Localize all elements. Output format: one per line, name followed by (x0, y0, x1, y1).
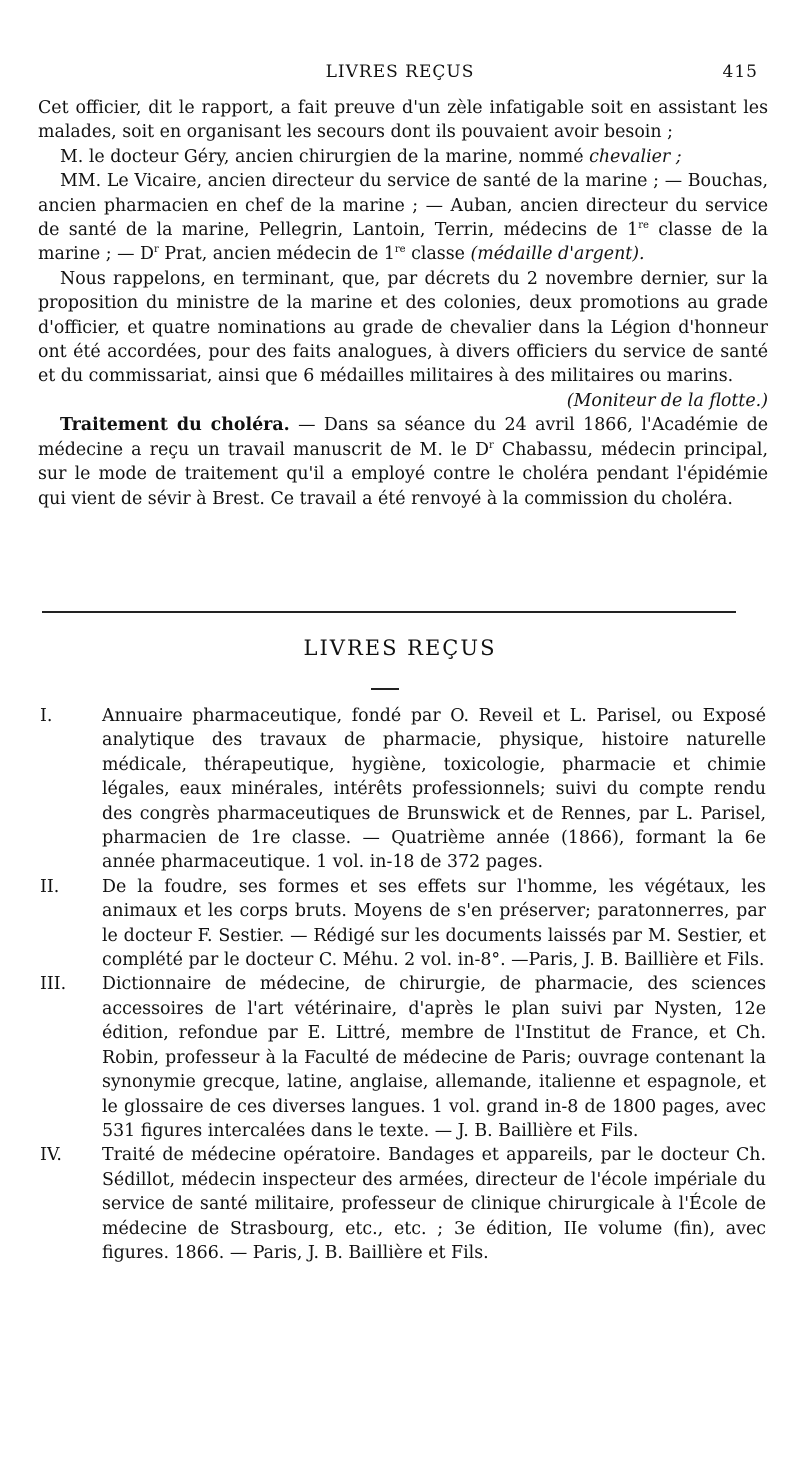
item-number: III. (40, 974, 67, 995)
section-divider (42, 611, 736, 613)
running-title: LIVRES REÇUS (325, 62, 475, 82)
paragraph-gery (38, 145, 768, 169)
list-item (40, 704, 766, 875)
item-text: Traité de médecine opératoire. Bandages et appareils, par le docteur Ch. Sédillot, médecin inspecteur des armées, directeur de l'école impériale du service de santé militaire, professeur de clinique chirurgicale à l'École de médecine de Strasbourg, etc., etc. ; 3e édition, IIe volume (fin), avec figures. 1866. — Paris, J. B. Baillière et Fils. (102, 1145, 766, 1263)
paragraph-text: — Dans sa séance du 24 avril 1866, l'Académie de médecine a reçu un travail manuscrit de M. le D (38, 415, 769, 460)
article-body (38, 96, 768, 511)
paragraph-text: classe (405, 244, 465, 265)
page-number: 415 (722, 62, 758, 82)
paragraph-text: MM. Le Vicaire, ancien directeur du service de santé de la marine ; — Bouchas, ancien pharmacien en chef de la marine ; — Auban, ancien directeur du service de santé de la marine, Pellegrin, Lantoin, Terrin, médecins de 1 (38, 171, 768, 241)
paragraph-text: M. le docteur Géry, ancien chirurgien de la marine, nommé (60, 146, 584, 167)
list-item (40, 1143, 766, 1265)
paragraph-text: Prat, ancien médecin de 1 (158, 244, 395, 265)
superscript: re (638, 220, 649, 232)
paragraph-decrees (38, 267, 768, 411)
citation: (Moniteur de la flotte.) (566, 390, 768, 411)
italic-text: (médaille d'argent). (470, 244, 645, 265)
item-number: II. (40, 876, 60, 897)
paragraph-officer (38, 96, 768, 145)
item-number: I. (40, 706, 53, 726)
superscript: r (154, 244, 159, 256)
title-underline (371, 688, 399, 690)
paragraph-text: classe de la marine ; — D (38, 220, 768, 265)
superscript: re (394, 244, 406, 256)
cholera-heading: Traitement du choléra. (60, 415, 290, 436)
item-number: IV. (40, 1145, 62, 1166)
books-list (40, 704, 766, 1265)
list-item (40, 972, 766, 1143)
paragraph-text: Chabassu, médecin principal, sur le mode de traitement qu'il a employé contre le choléra pendant l'épidémie qui vient de sévir à Brest. Ce travail a été renvoyé à la commission du choléra. (38, 439, 768, 509)
paragraph-cholera (38, 413, 768, 511)
paragraph-promotions (38, 169, 768, 267)
paragraph-text: Cet officier, dit le rapport, a fait preuve d'un zèle infatigable soit en assistant les malades, soit en organisant les secours dont ils pouvaient avoir besoin ; (38, 98, 768, 143)
superscript: r (489, 439, 494, 451)
italic-text: chevalier ; (589, 146, 682, 167)
paragraph-text: Nous rappelons, en terminant, que, par décrets du 2 novembre dernier, sur la proposition du ministre de la marine et des colonies, deux promotions au grade d'officier, et quatre nominations au grade de chevalier dans la Légion d'honneur ont été accordées, pour des faits analogues, à divers officiers du service de santé et du commissariat, ainsi que 6 médailles militaires à des militaires ou marins. (38, 268, 768, 387)
item-text: Annuaire pharmaceutique, fondé par O. Reveil et L. Parisel, ou Exposé analytique des travaux de pharmacie, physique, histoire naturelle médicale, thérapeutique, hygiène, toxicologie, pharmacie et chimie légales, eaux minérales, intérêts professionnels; suivi du compte rendu des congrès pharmaceutiques de Brunswick et de Rennes, par L. Parisel, pharmacien de 1re classe. — Quatrième année (1866), formant la 6e année pharmaceutique. 1 vol. in-18 de 372 pages. (102, 706, 766, 873)
page-header (40, 62, 760, 92)
section-title: LIVRES REÇUS (303, 636, 497, 660)
list-item (40, 875, 766, 973)
item-text: De la foudre, ses formes et ses effets sur l'homme, les végétaux, les animaux et les corps bruts. Moyens de s'en préserver; paratonnerres, par le docteur F. Sestier. — Rédigé sur les documents laissés par M. Sestier, et complété par le docteur C. Méhu. 2 vol. in-8°. —Paris, J. B. Baillière et Fils. (102, 876, 766, 971)
item-text: Dictionnaire de médecine, de chirurgie, de pharmacie, des sciences accessoires de l'art vétérinaire, d'après le plan suivi par Nysten, 12e édition, refondue par E. Littré, membre de l'Institut de France, et Ch. Robin, professeur à la Faculté de médecine de Paris; ouvrage contenant la synonymie grecque, latine, anglaise, allemande, italienne et espagnole, et le glossaire de ces diverses langues. 1 vol. grand in-8 de 1800 pages, avec 531 figures intercalées dans le texte. — J. B. Baillière et Fils. (102, 974, 766, 1141)
